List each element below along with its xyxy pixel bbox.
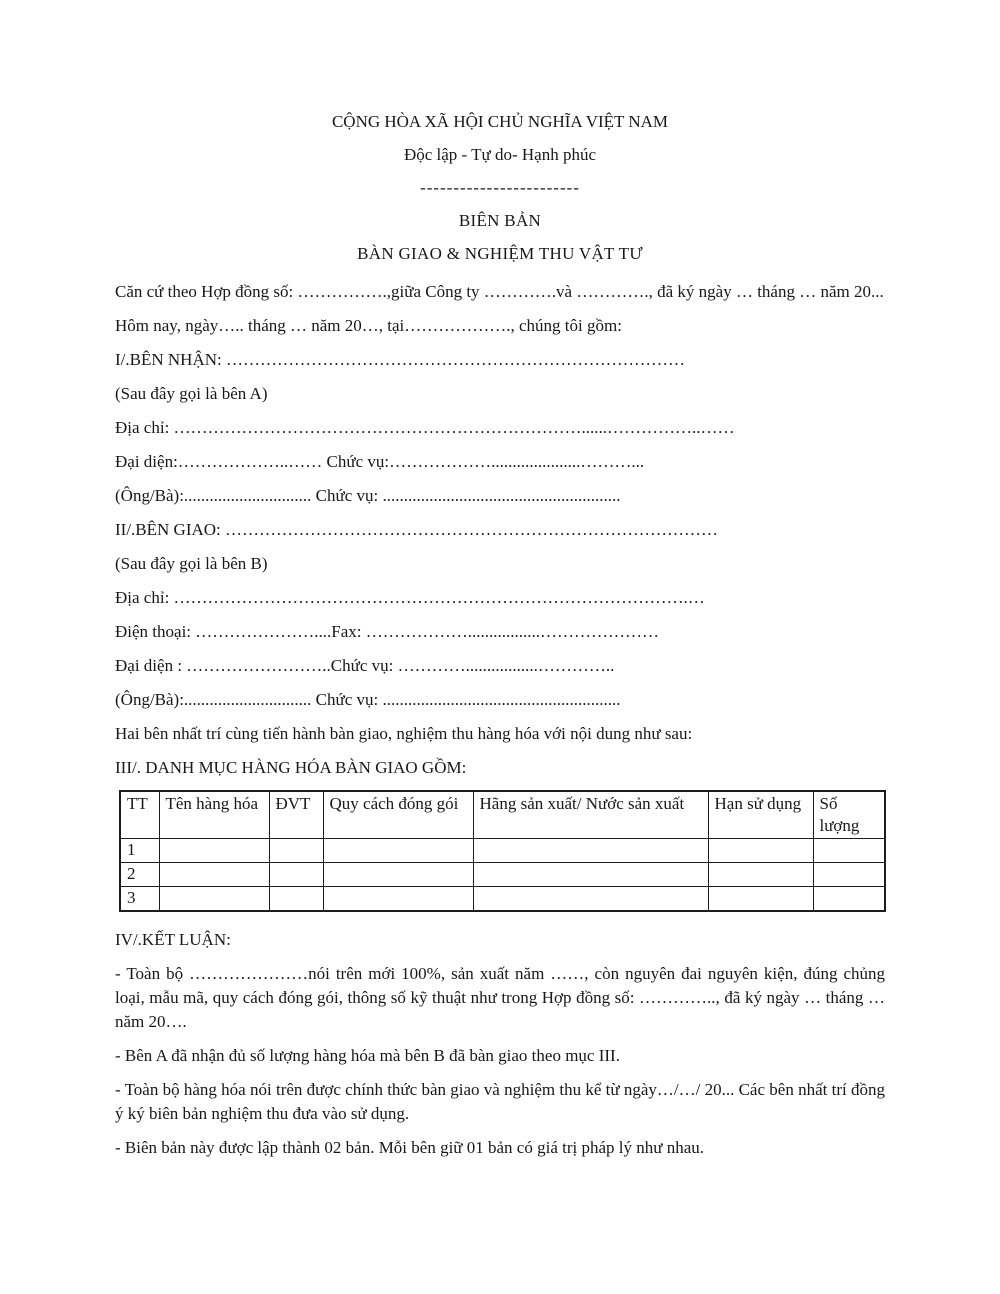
document-title: BÀN GIAO & NGHIỆM THU VẬT TƯ <box>357 244 643 263</box>
party-b-phone-fax-line: Điện thoại: …………………....Fax: ……………….................………………… <box>115 622 659 641</box>
cell-hang-san-xuat <box>473 863 708 887</box>
conclusion-item-3: - Toàn bộ hàng hóa nói trên được chính thức bàn giao và nghiệm thu kể từ ngày…/…/ 20... Các bên nhất trí đồng ý ký biên bản nghiệm thu đưa vào sử dụng. <box>115 1080 885 1123</box>
table-row <box>120 863 885 887</box>
cell-quy-cach <box>323 863 473 887</box>
col-header-ten-hang-hoa: Tên hàng hóa <box>159 791 269 839</box>
section3-heading: III/. DANH MỤC HÀNG HÓA BÀN GIAO GỒM: <box>115 758 467 777</box>
cell-tt: 3 <box>120 887 159 912</box>
cell-dvt <box>269 887 323 912</box>
conclusion-item-2: - Bên A đã nhận đủ số lượng hàng hóa mà bên B đã bàn giao theo mục III. <box>115 1046 620 1065</box>
cell-hang-san-xuat <box>473 887 708 912</box>
document-header <box>115 110 885 266</box>
document-type-title: BIÊN BẢN <box>458 211 542 230</box>
conclusion-item-1: - Toàn bộ …………………nói trên mới 100%, sản xuất năm ……, còn nguyên đai nguyên kiện, đúng chủng loại, mẫu mã, quy cách đóng gói, thông số kỹ thuật như trong Hợp đồng số: ………….., đã ký ngày … tháng … năm 20…. <box>115 964 885 1031</box>
cell-han-su-dung <box>708 887 813 912</box>
party-a-person-line: (Ông/Bà):.............................. Chức vụ: ........................................................ <box>115 486 621 505</box>
national-motto: Độc lập - Tự do- Hạnh phúc <box>403 145 597 164</box>
goods-table <box>119 790 886 912</box>
party-b-heading: II/.BÊN GIAO: …………………………………………………………………………… <box>115 520 719 539</box>
cell-so-luong <box>813 863 885 887</box>
cell-ten-hang-hoa <box>159 887 269 912</box>
party-b-representative-line: Đại diện : ……………………..Chức vụ: ………….................………….. <box>115 656 615 675</box>
goods-table-header <box>120 791 885 839</box>
col-header-tt: TT <box>120 791 159 839</box>
party-a-heading: I/.BÊN NHẬN: ……………………………………………………………………… <box>115 350 685 369</box>
party-b-alias: (Sau đây gọi là bên B) <box>115 554 268 573</box>
cell-tt: 2 <box>120 863 159 887</box>
col-header-hang-san-xuat: Hãng sản xuất/ Nước sản xuất <box>473 791 708 839</box>
party-a-alias: (Sau đây gọi là bên A) <box>115 384 268 403</box>
agreement-line: Hai bên nhất trí cùng tiến hành bàn giao, nghiệm thu hàng hóa với nội dung như sau: <box>115 724 693 743</box>
table-row <box>120 887 885 912</box>
date-place-line: Hôm nay, ngày….. tháng … năm 20…, tại………………., chúng tôi gồm: <box>115 316 622 335</box>
cell-ten-hang-hoa <box>159 839 269 863</box>
section4-heading: IV/.KẾT LUẬN: <box>115 930 231 949</box>
party-b-address-line: Địa chỉ: ……………………………………………………………………………….… <box>115 588 705 607</box>
cell-tt: 1 <box>120 839 159 863</box>
goods-table-body <box>120 839 885 912</box>
table-row <box>120 839 885 863</box>
goods-table-header-row <box>120 791 885 839</box>
cell-so-luong <box>813 839 885 863</box>
cell-dvt <box>269 839 323 863</box>
cell-quy-cach <box>323 839 473 863</box>
cell-quy-cach <box>323 887 473 912</box>
col-header-han-su-dung: Hạn sử dụng <box>708 791 813 839</box>
cell-hang-san-xuat <box>473 839 708 863</box>
party-a-representative-line: Đại diện:………………..…… Chức vụ:……………….....................………... <box>115 452 645 471</box>
party-a-address-line: Địa chỉ: ………………………………………………………………......……………..…… <box>115 418 735 437</box>
cell-ten-hang-hoa <box>159 863 269 887</box>
cell-han-su-dung <box>708 863 813 887</box>
col-header-so-luong: Số lượng <box>813 791 885 839</box>
motto-divider: ------------------------ <box>420 178 580 197</box>
col-header-quy-cach: Quy cách đóng gói <box>323 791 473 839</box>
cell-han-su-dung <box>708 839 813 863</box>
conclusion-item-4: - Biên bản này được lập thành 02 bản. Mỗi bên giữ 01 bản có giá trị pháp lý như nhau. <box>115 1138 705 1157</box>
cell-dvt <box>269 863 323 887</box>
national-title: CỘNG HÒA XÃ HỘI CHỦ NGHĨA VIỆT NAM <box>331 112 669 131</box>
party-b-person-line: (Ông/Bà):.............................. Chức vụ: ........................................................ <box>115 690 621 709</box>
cell-so-luong <box>813 887 885 912</box>
contract-basis-line: Căn cứ theo Hợp đồng số: …………….,giữa Công ty ………….và …………., đã ký ngày … tháng … năm 20... <box>115 282 884 301</box>
col-header-dvt: ĐVT <box>269 791 323 839</box>
